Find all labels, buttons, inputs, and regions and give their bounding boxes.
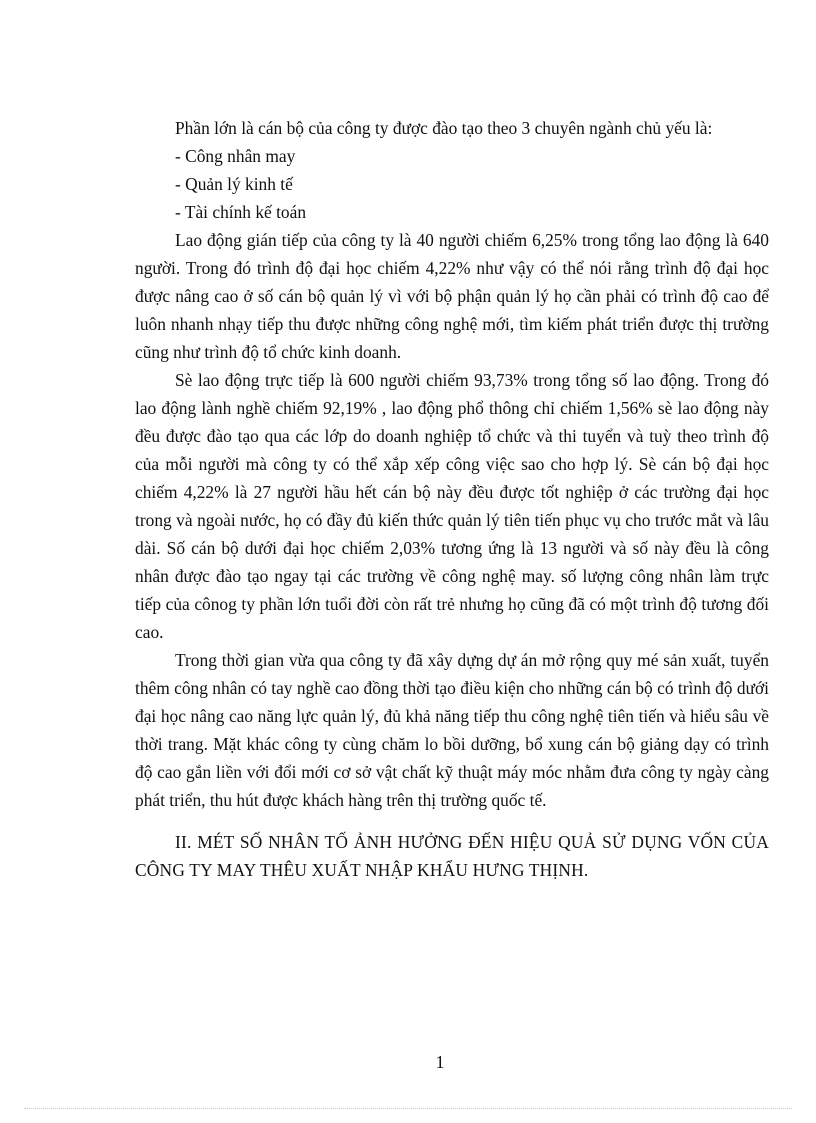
- paragraph-direct-labor: Sè lao động trực tiếp là 600 người chiếm 93,73% trong tổng số lao động. Trong đó lao động lành nghề chiếm 92,19% , lao động phổ thông chỉ chiếm 1,56% sè lao động này đều được đào tạo qua các lớp do doanh nghiệp tổ chức và thi tuyển và tuỳ theo trình độ của mỗi người mà công ty có thể xắp xếp công việc sao cho hợp lý. Sè cán bộ đại học chiếm 4,22% là 27 người hầu hết cán bộ này đều được tốt nghiệp ở các trường đại học trong và ngoài nước, họ có đầy đủ kiến thức quản lý tiên tiến phục vụ cho trước mắt và lâu dài. Số cán bộ dưới đại học chiếm 2,03% tương ứng là 13 người và số này đều là công nhân được đào tạo ngay tại các trường về công nghệ may. số lượng công nhân làm trực tiếp của cônog ty phần lớn tuổi đời còn rất trẻ nhưng họ cũng đã có một trình độ tương đối cao.: [135, 370, 769, 642]
- paragraph-expansion: Trong thời gian vừa qua công ty đã xây dựng dự án mở rộng quy mé sản xuất, tuyển thêm công nhân có tay nghề cao đồng thời tạo điều kiện cho những cán bộ có trình độ dưới đại học nâng cao năng lực quản lý, đủ khả năng tiếp thu công nghệ tiên tiến và hiểu sâu về thời trang. Mặt khác công ty cùng chăm lo bồi dưỡng, bổ xung cán bộ giảng dạy có trình độ cao gắn liền với đổi mới cơ sở vật chất kỹ thuật máy móc nhằm đưa công ty ngày càng phát triển, thu hút được khách hàng trên thị trường quốc tế.: [135, 650, 769, 810]
- section-heading: II. MÉT SỐ NHÂN TỐ ẢNH HƯỞNG ĐẾN HIỆU QUẢ SỬ DỤNG VỐN CỦA CÔNG TY MAY THÊU XUẤT NHẬP KHẨU HƯNG THỊNH.: [135, 832, 769, 880]
- paragraph-indirect-labor: Lao động gián tiếp của công ty là 40 người chiếm 6,25% trong tổng lao động là 640 người. Trong đó trình độ đại học chiếm 4,22% như vậy có thể nói rằng trình độ đại học được nâng cao ở số cán bộ quản lý vì với bộ phận quản lý họ cần phải có trình độ cao để luôn nhanh nhạy tiếp thu được những công nghệ mới, tìm kiếm phát triển được thị trường cũng như trình độ tổ chức kinh doanh.: [135, 230, 769, 362]
- page-number: 1: [435, 1052, 445, 1072]
- page-bottom-divider: [24, 1108, 792, 1109]
- paragraph-intro: Phần lớn là cán bộ của công ty được đào tạo theo 3 chuyên ngành chủ yếu là:: [175, 118, 713, 138]
- list-item: - Công nhân may: [175, 146, 296, 166]
- list-item: - Quản lý kinh tế: [175, 174, 293, 194]
- section-spacer: [135, 814, 769, 828]
- document-body: [135, 114, 769, 884]
- list-item: - Tài chính kế toán: [175, 202, 307, 222]
